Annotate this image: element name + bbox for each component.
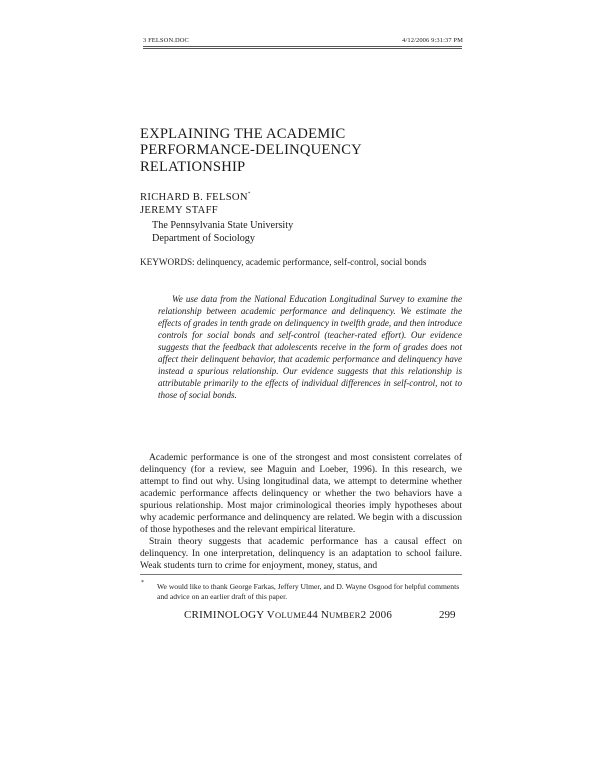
institution: The Pennsylvania State University — [152, 220, 294, 231]
journal-citation — [184, 609, 392, 621]
article-title — [140, 126, 470, 175]
author-footnote-mark: * — [247, 192, 251, 197]
title-line-1: EXPLAINING THE ACADEMIC — [140, 126, 346, 142]
author-1-name: RICHARD B. FELSON — [140, 192, 248, 203]
volume-number: 44 — [306, 609, 318, 621]
title-line-3: RELATIONSHIP — [140, 158, 246, 175]
header-filename: 3 FELSON.DOC — [143, 37, 189, 44]
footnote-rule — [140, 574, 462, 575]
page-number: 299 — [439, 609, 456, 621]
author-1 — [140, 192, 251, 203]
department: Department of Sociology — [152, 233, 255, 244]
keywords-text: delinquency, academic performance, self-control, social bonds — [196, 257, 427, 267]
body-paragraph-1: Academic performance is one of the strongest and most consistent correlates of delinquency (for a review, see Maguin and Loeber, 1996). In this research, we attempt to find out why. Using longitudinal data, we attempt to determine whether academic performance affects delinquency or whether the two behaviors have a spurious relationship. Most major criminological theories imply hypotheses about why academic performance and delinquency are related. We begin with a discussion of those hypotheses and the relevant empirical literature. — [140, 453, 462, 536]
keywords — [140, 256, 462, 268]
header-rule-top — [143, 46, 462, 47]
body-paragraph-2: Strain theory suggests that academic performance has a causal effect on delinquency. In one interpretation, delinquency is an adaptation to school failure. Weak students turn to crime for enjoyment, money, status, and — [140, 537, 462, 572]
issue-number: 2 — [360, 609, 367, 621]
year: 2006 — [369, 609, 393, 621]
footnote-text: We would like to thank George Farkas, Jeffery Ulmer, and D. Wayne Osgood for helpful comments and advice on an earlier draft of this paper. — [157, 582, 460, 601]
body-text — [140, 452, 462, 572]
volume-label: VOLUME — [266, 609, 307, 621]
header-timestamp: 4/12/2006 9:31:37 PM — [402, 37, 463, 44]
keywords-label: KEYWORDS: — [140, 257, 195, 267]
author-2: JEREMY STAFF — [140, 205, 219, 216]
journal-name: CRIMINOLOGY — [184, 609, 265, 621]
number-label: NUMBER — [320, 609, 361, 621]
header-rule-bottom — [143, 48, 462, 49]
footnote-mark: * — [141, 580, 144, 586]
abstract: We use data from the National Education Longitudinal Survey to examine the relationship between academic performance and delinquency. We estimate the effects of grades in tenth grade on delinquency in twelfth grade, and then introduce controls for social bonds and self-control (teacher-rated effort). Our evidence suggests that the feedback that adolescents receive in the form of grades does not affect their delinquent behavior, that academic performance and delinquency have instead a spurious relationship. Our evidence suggests that this relationship is attributable primarily to the effects of individual differences in self-control, not to those of social bonds. — [158, 294, 462, 400]
title-line-2: PERFORMANCE-DELINQUENCY — [140, 142, 362, 159]
